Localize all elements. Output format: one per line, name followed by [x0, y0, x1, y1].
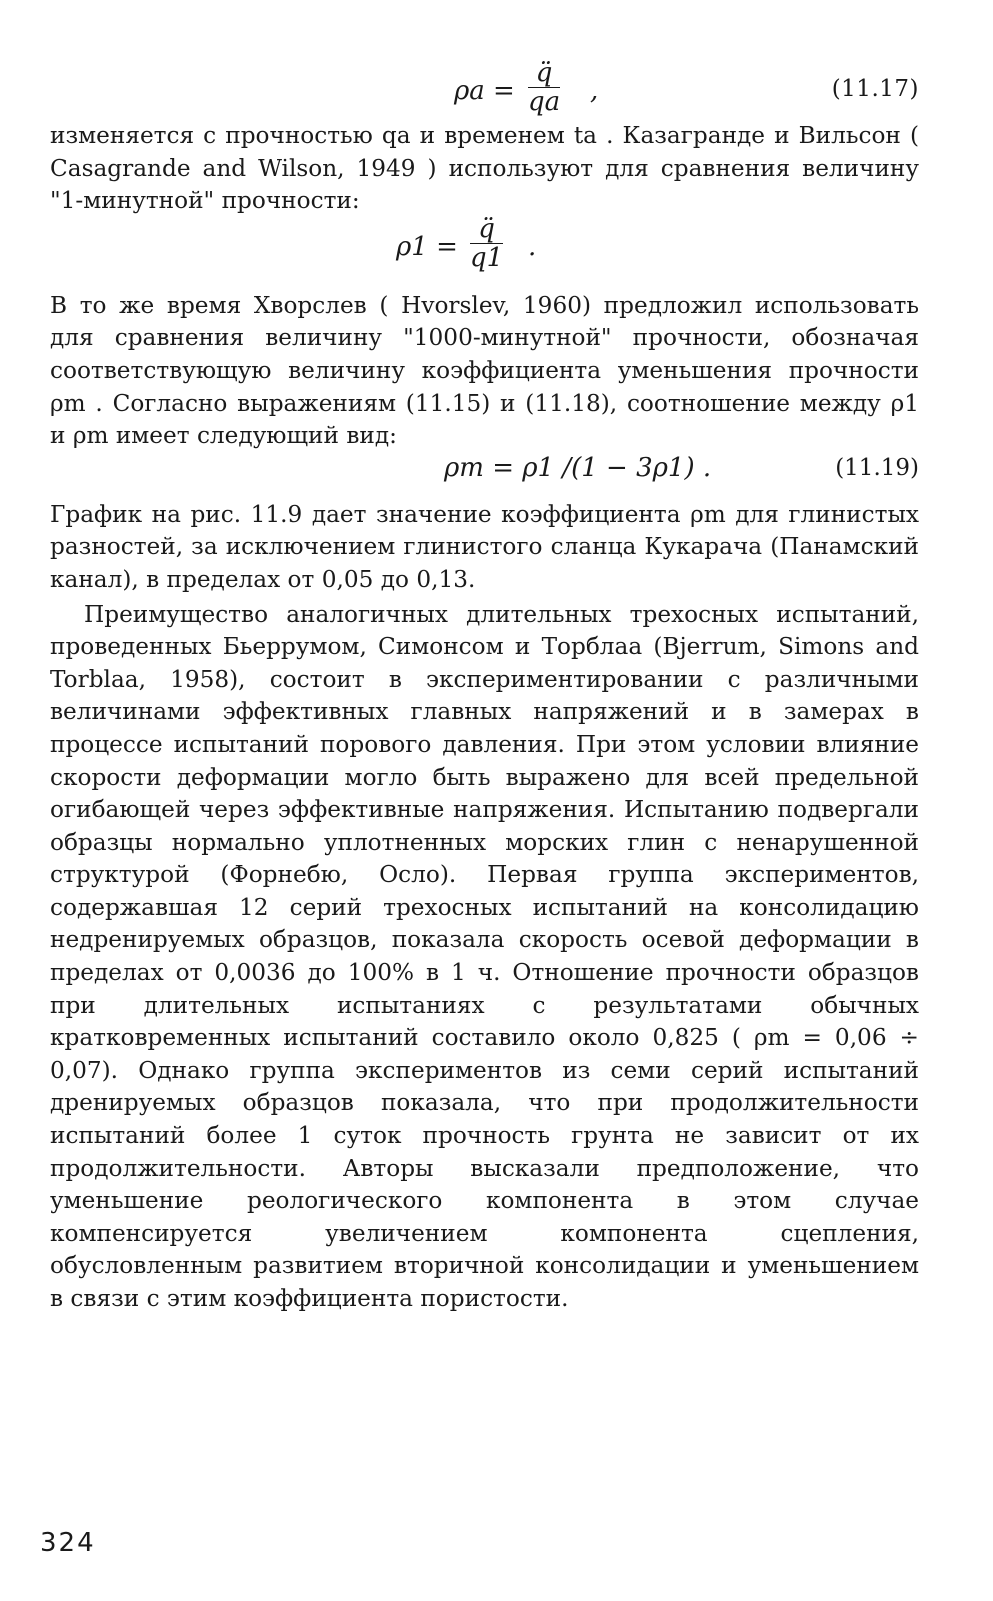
- page-number: 324: [40, 1528, 96, 1558]
- paragraph-3: График на рис. 11.9 дает значение коэффициента ρm для глинистых разностей, за исключением глинистого сланца Кукарача (Панамский канал), в пределах от 0,05 до 0,13.: [50, 500, 919, 593]
- equation-11-17: [50, 58, 919, 120]
- paragraph-1: изменяется с прочностью qa и временем ta . Казагранде и Вильсон ( Casagrande and Wilson, 1949 ) используют для сравнения величину "1-минутной" прочности:: [50, 122, 919, 215]
- fraction-denominator: qa: [528, 87, 561, 117]
- equation-punctuation: .: [528, 231, 537, 262]
- paragraph-4: Преимущество аналогичных длительных трехосных испытаний, проведенных Бьеррумом, Симонсом и Торблаа (Bjerrum, Simons and Torblaa, 1958), состоит в экспериментировании с различными величинами эффективных главных напряжений и в замерах в процессе испытаний порового давления. При этом условии влияние скорости деформации могло быть выражено для всей предельной огибающей через эффективные напряжения. Испытанию подвергали образцы нормально уплотненных морских глин с ненарушенной структурой (Форнебю, Осло). Первая группа экспериментов, содержавшая 12 серий трехосных испытаний на консолидацию недренируемых образцов, показала скорость осевой деформации в пределах от 0,0036 до 100% в 1 ч. Отношение прочности образцов при длительных испытаниях с результатами обычных кратковременных испытаний составило около 0,825 ( ρm = 0,06 ÷ 0,07). Однако группа экспериментов из семи серий испытаний дренируемых образцов показала, что при продолжительности испытаний более 1 суток прочность грунта не зависит от их продолжительности. Авторы высказали предположение, что уменьшение реологического компонента в этом случае компенсируется увеличением компонента сцепления, обусловленным развитием вторичной консолидации и уменьшением в связи с этим коэффициента пористости.: [50, 600, 919, 1312]
- equation-body: ρm = ρ1 /(1 − 3ρ1) .: [444, 452, 712, 483]
- equation-number: (11.19): [835, 454, 919, 481]
- equation-lhs: ρa =: [454, 76, 515, 106]
- equation-rho-1: [50, 213, 919, 280]
- equation-number: (11.17): [831, 76, 919, 102]
- equation-fraction: [470, 213, 504, 273]
- equation-punctuation: ,: [590, 76, 599, 106]
- equation-11-19: [50, 453, 919, 493]
- fraction-denominator: q1: [470, 242, 504, 273]
- fraction-numerator: q̈: [478, 213, 495, 244]
- equation-lhs: ρ1 =: [396, 231, 458, 262]
- equation-fraction: [528, 60, 560, 115]
- paragraph-2: В то же время Хворслев ( Hvorslev, 1960) предложил использовать для сравнения величину "1000-минутной" прочности, обозначая соответствующую величину коэффициента уменьшения прочности ρm . Согласно выражениям (11.15) и (11.18), соотношение между ρ1 и ρm имеет следующий вид:: [50, 291, 919, 450]
- fraction-numerator: q̈: [535, 58, 553, 88]
